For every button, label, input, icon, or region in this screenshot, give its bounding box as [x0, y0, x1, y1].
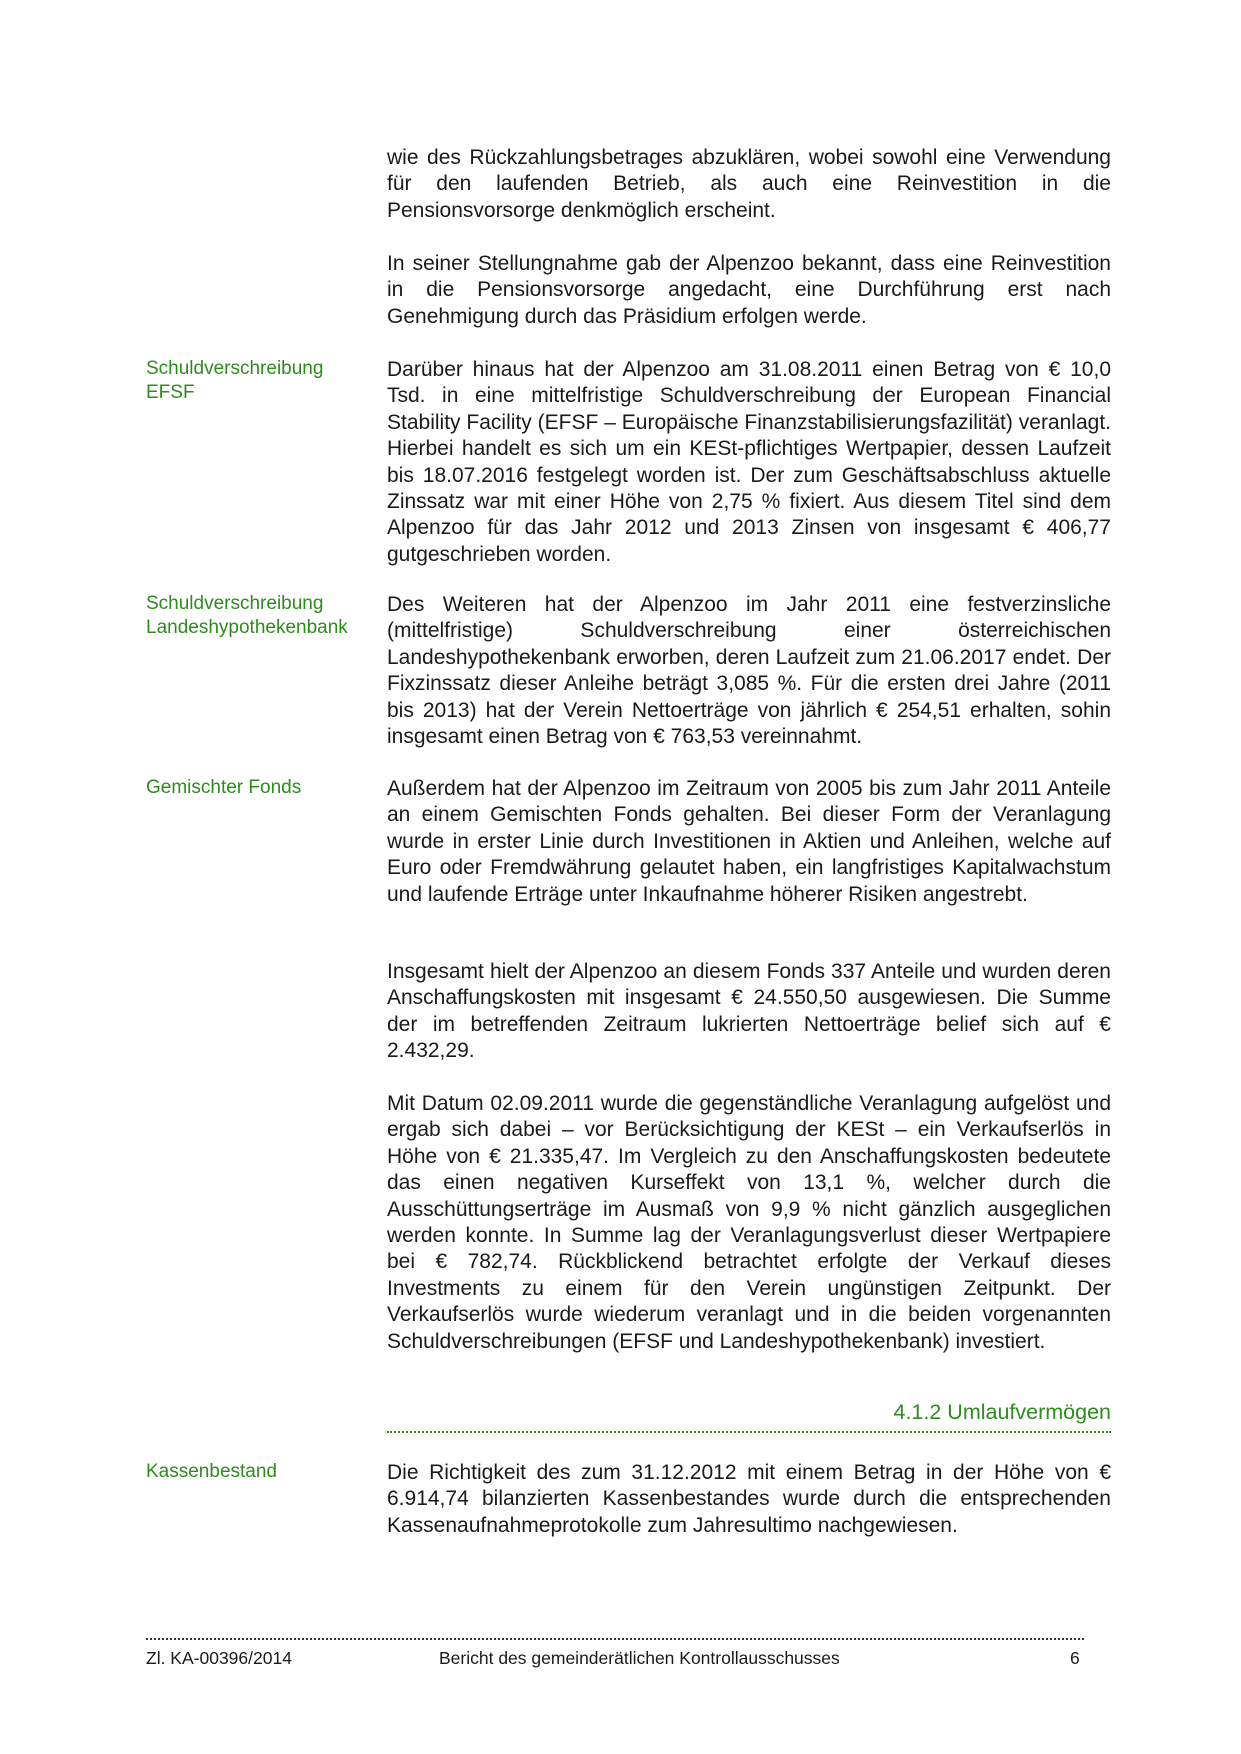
side-label-efsf — [146, 357, 381, 405]
side-label-lhb-line1: Schuldverschreibung — [146, 593, 324, 614]
paragraph-fonds-intro: Außerdem hat der Alpenzoo im Zeitraum von 2005 bis zum Jahr 2011 Anteile an einem Gemischten Fonds gehalten. Bei dieser Form der Veranlagung wurde in erster Linie durch Investitionen in Aktien und Anleihen, welche auf Euro oder Fremdwährung gelautet haben, ein langfristiges Kapitalwachstum und laufende Erträge unter Inkaufnahme höherer Risiken angestrebt. — [387, 777, 1111, 906]
footer-reference: Zl. KA-00396/2014 — [146, 1648, 292, 1668]
footer-title: Bericht des gemeinderätlichen Kontrollausschusses — [439, 1648, 840, 1668]
side-label-kassenbestand: Kassenbestand — [146, 1461, 277, 1482]
footer-divider — [146, 1638, 1084, 1640]
paragraph-kassenbestand: Die Richtigkeit des zum 31.12.2012 mit einem Betrag in der Höhe von € 6.914,74 bilanzierten Kassenbestandes wurde durch die entsprechenden Kassenaufnahmeprotokolle zum Jahresultimo nachgewiesen. — [387, 1461, 1111, 1537]
side-label-lhb-line2: Landeshypothekenbank — [146, 617, 348, 638]
paragraph-fonds-sale: Mit Datum 02.09.2011 wurde die gegenständliche Veranlagung aufgelöst und ergab sich dabei – vor Berücksichtigung der KESt – ein Verkaufserlös in Höhe von € 21.335,47. Im Vergleich zu den Anschaffungskosten bedeutete das einen negativen Kurseffekt von 13,1 %, welcher durch die Ausschüttungserträge im Ausmaß von 9,9 % nicht gänzlich ausgeglichen werden konnte. In Summe lag der Veranlagungsverlust dieser Wertpapiere bei € 782,74. Rückblickend betrachtet erfolgte der Verkauf dieses Investments zu einem für den Verein ungünstigen Zeitpunkt. Der Verkaufserlös wurde wiederum veranlagt und in die beiden vorgenannten Schuldverschreibungen (EFSF und Landeshypothekenbank) investiert. — [387, 1092, 1111, 1353]
footer-page-number: 6 — [1070, 1648, 1080, 1668]
paragraph-statement: In seiner Stellungnahme gab der Alpenzoo bekannt, dass eine Reinvestition in die Pensionsvorsorge angedacht, eine Durchführung erst nach Genehmigung durch das Präsidium erfolgen werde. — [387, 252, 1111, 328]
paragraph-repayment: wie des Rückzahlungsbetrages abzuklären, wobei sowohl eine Verwendung für den laufenden Betrieb, als auch eine Reinvestition in die Pensionsvorsorge denkmöglich erscheint. — [387, 146, 1111, 222]
paragraph-landeshypothekenbank: Des Weiteren hat der Alpenzoo im Jahr 2011 eine festverzinsliche (mittelfristige) Schuldverschreibung einer österreichischen Landeshypothekenbank erworben, deren Laufzeit zum 21.06.2017 endet. Der Fixzinssatz dieser Anleihe beträgt 3,085 %. Für die ersten drei Jahre (2011 bis 2013) hat der Verein Nettoerträge von jährlich € 254,51 erhalten, sohin insgesamt einen Betrag von € 763,53 vereinnahmt. — [387, 593, 1111, 749]
paragraph-fonds-shares: Insgesamt hielt der Alpenzoo an diesem Fonds 337 Anteile und wurden deren Anschaffungskosten mit insgesamt € 24.550,50 ausgewiesen. Die Summe der im betreffenden Zeitraum lukrierten Nettoerträge belief sich auf € 2.432,29. — [387, 960, 1111, 1063]
section-heading-umlaufvermoegen: 4.1.2 Umlaufvermögen — [893, 1400, 1111, 1424]
section-heading-divider — [387, 1431, 1111, 1433]
side-label-gemischter-fonds: Gemischter Fonds — [146, 777, 302, 798]
side-label-efsf-line2: EFSF — [146, 382, 195, 403]
paragraph-efsf: Darüber hinaus hat der Alpenzoo am 31.08.2011 einen Betrag von € 10,0 Tsd. in eine mittelfristige Schuldverschreibung der European Financial Stability Facility (EFSF – Europäische Finanzstabilisierungsfazilität) veranlagt. Hierbei handelt es sich um ein KESt-pflichtiges Wertpapier, dessen Laufzeit bis 18.07.2016 festgelegt worden ist. Der zum Geschäftsabschluss aktuelle Zinssatz war mit einer Höhe von 2,75 % fixiert. Aus diesem Titel sind dem Alpenzoo für das Jahr 2012 und 2013 Zinsen von insgesamt € 406,77 gutgeschrieben worden. — [387, 358, 1111, 566]
side-label-efsf-line1: Schuldverschreibung — [146, 358, 324, 379]
side-label-landeshypothekenbank — [146, 592, 381, 640]
